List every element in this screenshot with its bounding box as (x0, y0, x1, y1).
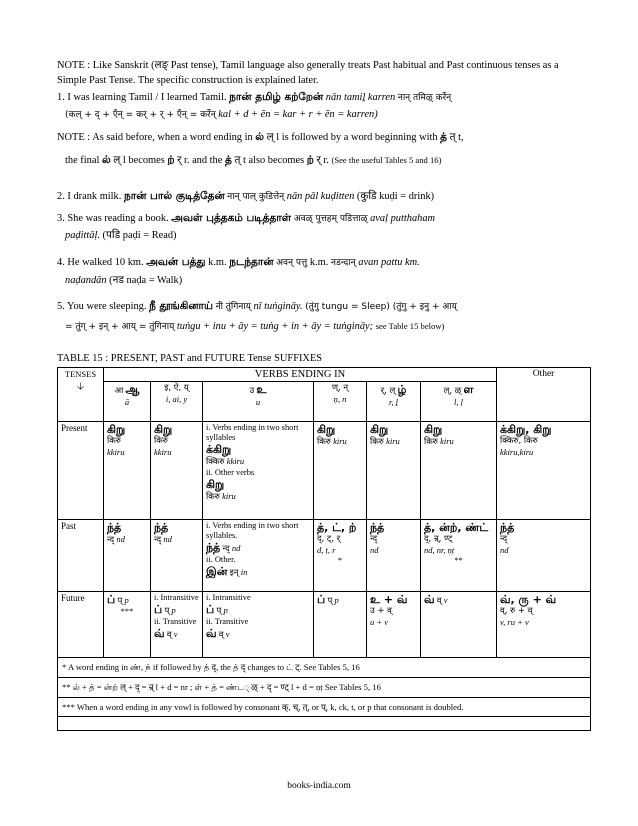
example-4 (57, 255, 587, 271)
transliteration: i, ai, y (165, 394, 188, 404)
tamil-letter: ல் (101, 154, 111, 166)
tamil-text: அவன் பத்து (146, 256, 206, 268)
tamil-text: க்கிறு (206, 443, 232, 456)
transliteration: ṇ, n (333, 394, 347, 404)
table-cell (151, 422, 203, 520)
cell-note: i. Verbs ending in two short syllables. (206, 521, 299, 540)
table-cell (151, 520, 203, 592)
tamil-text: க்கிறு, கிறு (500, 423, 552, 436)
tamil-text: கிறு (317, 423, 336, 436)
col-header-l-ll (421, 382, 497, 422)
tamil-letter: ற் (167, 154, 175, 166)
tamil-text: ழ் (397, 383, 407, 396)
note-paragraph (57, 58, 587, 88)
table-cell (104, 422, 151, 520)
table-cell (314, 520, 367, 592)
tamil-text: த், ன்ற், ண்ட் (424, 521, 489, 534)
transliteration: nd (116, 534, 125, 544)
table-cell (314, 592, 367, 658)
transliteration: nd, nr, ṇṭ (424, 545, 455, 555)
devanagari-text: आ (114, 386, 124, 396)
devanagari-text: ल्, ळ् (443, 386, 462, 396)
devanagari-text: प् (164, 606, 170, 616)
devanagari-text: किरु (107, 436, 121, 446)
transliteration: ā (124, 397, 130, 407)
gloss: (पडि paḍi = Read) (102, 230, 177, 241)
cell-note: i. Intransitive (206, 593, 251, 602)
table-cell (367, 520, 421, 592)
table-cell (104, 520, 151, 592)
devanagari-text: र्, ल् (380, 386, 396, 396)
table-caption: TABLE 15 : PRESENT, PAST and FUTURE Tense SUFFIXES (57, 353, 323, 364)
devanagari-derivation: (कल् + द् + एँन् = कर् + र् + एँन् = कर्रेन् (65, 110, 216, 120)
devanagari-derivation: = तुंग् + इन् + आय् = तुंगिनाय् (65, 322, 175, 332)
transliteration: p (171, 605, 176, 615)
tamil-letter: ற் (306, 154, 314, 166)
transliteration: naḍandān (65, 275, 107, 286)
example-1-derivation (57, 107, 595, 123)
table-cell (203, 422, 314, 520)
tamil-letter: ல் (255, 131, 264, 143)
tamil-text: நான் தமிழ் கற்றேன் (229, 91, 324, 103)
example-3-line2 (57, 228, 595, 243)
gloss: (नड naḍa = Walk) (109, 275, 183, 286)
example-sentence: 2. I drank milk. (57, 191, 122, 202)
devanagari-text: न्द् (107, 535, 115, 545)
tamil-text: கிறு (107, 423, 126, 436)
tamil-text: கிறு (206, 478, 225, 491)
devanagari-text: न्द् (222, 544, 230, 554)
tamil-text: ப் (317, 593, 326, 606)
transliteration: nd (370, 545, 379, 555)
devanagari-text: प् (117, 596, 123, 606)
tamil-text: உ (256, 383, 267, 396)
devanagari-text: प् (327, 596, 333, 606)
note-text: NOTE : As said before, when a word ending in (57, 132, 253, 143)
verbs-header: VERBS ENDING IN (104, 368, 497, 382)
table-cell (151, 592, 203, 658)
footnote-marker: ** (454, 556, 463, 565)
tamil-letter: த் (224, 154, 232, 166)
devanagari-text: नडन्दान् (330, 258, 356, 268)
table-cell (203, 592, 314, 658)
transliteration: u + v (370, 617, 389, 627)
table-cell (497, 592, 591, 658)
example-5 (57, 299, 587, 315)
devanagari-text: उ + व् (370, 606, 392, 616)
tamil-text: அவள் புத்தகம் படித்தாள் (171, 212, 292, 224)
table-cell (497, 422, 591, 520)
transliteration: kkiru,kiru (500, 447, 534, 457)
tamil-text: வ் (206, 627, 217, 640)
transliteration: v, ru + v (500, 617, 529, 627)
transliteration: p (334, 595, 339, 605)
tamil-text: ப் (154, 603, 163, 616)
transliteration: d, ṭ, r (317, 545, 336, 555)
devanagari-text: किरु (154, 436, 168, 446)
empty-cell (58, 717, 591, 731)
footnote-row-1 (58, 658, 591, 678)
footnote: ** ல் + த் = ன்ற் ल् + द् = न्र् l + d = nr ; ள் + த் = ண்ட् ळ् + द् = ण्ट् l + d = ṇṭ See Tables 5, 16 (58, 678, 591, 698)
table-cell (421, 422, 497, 520)
tamil-text: ப் (107, 593, 116, 606)
tamil-text: நீ தூங்கினாய் (149, 300, 213, 312)
table-cell (203, 520, 314, 592)
footnote: *** When a word ending in any vowl is followed by consonant क्, च्, त्, or प्, k, ck, t, or p that consonant is doubled. (58, 698, 591, 717)
transliteration: u (255, 397, 261, 407)
tamil-text: ந்த் (107, 521, 122, 534)
tamil-text: உ + வ் (370, 593, 408, 606)
col-header-u (203, 382, 314, 422)
tense-suffix-table (57, 367, 591, 731)
devanagari-text: अवळ् पुत्तहम् पडित्ताळ् (293, 214, 368, 224)
note-text: ल् l becomes (113, 155, 165, 166)
devanagari-text: व् (436, 596, 442, 606)
transliteration: p (124, 595, 129, 605)
devanagari-text: न्द् (154, 535, 162, 545)
tamil-text: வ், ரு + வ் (500, 593, 557, 606)
cell-note: ii. Other verbs (206, 468, 255, 477)
tamil-text: ப் (206, 603, 215, 616)
example-5-line2 (57, 319, 595, 335)
example-1 (57, 90, 587, 106)
transliteration: nd (500, 545, 509, 555)
devanagari-text: व् (218, 630, 224, 640)
transliteration: kiru (386, 436, 400, 446)
tamil-text: நடந்தான் (229, 256, 274, 268)
cell-note: ii. Transitive (154, 617, 197, 626)
note-sandhi (57, 130, 587, 145)
table-cell (314, 422, 367, 520)
table-cell (421, 592, 497, 658)
transliteration: paḍittāḷ. (65, 230, 100, 241)
transliteration: avaḷ putthaham (370, 213, 436, 224)
footnote: * A word ending in ண், ந் if followed by த் द्, the த் द् changes to ட் ट्. See Tables 5, 16 (58, 658, 591, 678)
col-header-aa (104, 382, 151, 422)
table-cell (421, 520, 497, 592)
cell-note: i. Verbs ending in two short syllables (206, 423, 299, 442)
transliteration: p (223, 605, 228, 615)
tamil-text: வ் (154, 627, 165, 640)
devanagari-text: द्, ट्, र् (317, 534, 341, 544)
table-reference: (See the useful Tables 5 and 16) (331, 155, 442, 165)
note-text: the final (65, 155, 100, 166)
transliteration: kkiru (154, 447, 172, 457)
devanagari-text: नी तुंगिनाय् (215, 302, 251, 312)
example-sentence: 3. She was reading a book. (57, 213, 169, 224)
gloss: (कुडि kuḍi = drink) (356, 191, 435, 202)
note-text: र् r. and the (177, 155, 223, 166)
down-arrow-icon: 🡣 (76, 381, 85, 392)
transliteration: kiru (333, 436, 347, 446)
col-header-i-ai-y (151, 382, 203, 422)
cell-note: ii. Other. (206, 555, 236, 564)
devanagari-text: किरु (317, 437, 331, 447)
table-row-future (58, 592, 591, 658)
example-4-line2 (57, 273, 595, 288)
devanagari-text: क्किरु (206, 457, 225, 467)
table-row-present (58, 422, 591, 520)
footnote-row-3 (58, 698, 591, 717)
table-cell (104, 592, 151, 658)
table-reference: see Table 15 below) (375, 321, 445, 331)
cell-note: i. Intransitive (154, 593, 199, 602)
header-row-1 (58, 368, 591, 382)
transliteration: nī tuṅgināy. (253, 301, 303, 312)
note-text: त् t, (449, 132, 464, 143)
transliteration: nān tamiḻ karren (325, 92, 396, 103)
transliteration: nd (231, 543, 241, 553)
devanagari-text: प् (216, 606, 222, 616)
transliteration: avan pattu km. (358, 257, 420, 268)
tamil-text: ந்த் (154, 521, 169, 534)
example-sentence: 4. He walked 10 km. (57, 257, 144, 268)
footnote-marker: * (337, 556, 343, 565)
devanagari-text: न्द् (370, 534, 378, 544)
col-header-r-zh (367, 382, 421, 422)
tamil-text: வ் (424, 593, 435, 606)
tenses-header (58, 368, 104, 422)
tamil-text: ந்த் (500, 521, 515, 534)
other-header: Other (497, 368, 591, 422)
note-text: र् r. (316, 155, 329, 166)
transliteration: l, ḷ (454, 397, 463, 407)
tamil-text: ள (463, 383, 474, 396)
tamil-text: கிறு (370, 423, 389, 436)
example-sentence: 5. You were sleeping. (57, 301, 147, 312)
gloss: (तुंगु tungu = Sleep) (तुंगु + इनु + आय् (305, 302, 457, 312)
devanagari-text: नान् पाल् कुडित्तेन् (227, 192, 285, 202)
footnote-marker: *** (120, 607, 134, 616)
page-footer: books-india.com (287, 781, 351, 791)
transliteration: kkiru (226, 456, 245, 466)
tamil-text: நான் பால் குடித்தேன் (123, 190, 225, 202)
table-cell (367, 422, 421, 520)
transliteration: in (240, 567, 248, 577)
transliteration: kiru (440, 436, 454, 446)
roman-derivation: kal + d + ĕn = kar + r + ĕn = karren) (218, 109, 378, 120)
devanagari-text: उ (249, 386, 255, 396)
devanagari-text: न्द् (500, 534, 508, 544)
transliteration: kiru (222, 491, 236, 501)
devanagari-text: किरु (206, 492, 220, 502)
devanagari-text: नान् तमिऴ् कर्रेन् (397, 93, 452, 103)
tamil-text: ந்த் (370, 521, 385, 534)
transliteration: nān pāl kuḍitten (286, 191, 355, 202)
example-sentence: 1. I was learning Tamil / I learned Tamil. (57, 92, 227, 103)
example-2 (57, 189, 587, 205)
transliteration: r, ḻ (389, 397, 398, 407)
tamil-text: த், ட், ற் (317, 521, 357, 534)
transliteration: v (173, 629, 178, 639)
devanagari-text: द्, न्र्, ण्ट् (424, 534, 453, 544)
devanagari-text: ण्, न् (331, 383, 349, 393)
tamil-text: கிறு (424, 423, 443, 436)
roman-derivation: tuṅgu + inu + āy = tuṅg + in + āy = tuṅgināy; (176, 321, 374, 332)
tamil-text: கிறு (154, 423, 173, 436)
devanagari-text: व् (166, 630, 172, 640)
unit-text: k.m. (309, 257, 329, 268)
transliteration: kkiru (107, 447, 125, 457)
tamil-text: ந்த் (206, 541, 221, 554)
note-text: त् t also becomes (234, 155, 305, 166)
tenses-label: TENSES (64, 369, 97, 379)
tamil-text: ஆ (125, 383, 140, 396)
devanagari-text: इ, ऐ, य् (164, 383, 189, 393)
transliteration: v (225, 629, 230, 639)
col-header-n (314, 382, 367, 422)
example-3 (57, 211, 587, 227)
devanagari-text: इन् (229, 568, 239, 578)
transliteration: v (443, 595, 448, 605)
tamil-text: இன் (206, 565, 228, 578)
transliteration: nd (163, 534, 172, 544)
tamil-letter: த் (440, 131, 448, 143)
note-sandhi-line2 (57, 153, 595, 168)
table-row-past (58, 520, 591, 592)
empty-row (58, 717, 591, 731)
unit-text: k.m. (208, 257, 227, 268)
devanagari-text: अवन् पत्तु (276, 258, 308, 268)
cell-note: ii. Transitive (206, 617, 249, 626)
row-label: Present (58, 422, 104, 520)
table-cell (497, 520, 591, 592)
devanagari-text: व्, रु + व् (500, 606, 533, 616)
note-text: ल् l is followed by a word beginning with (266, 132, 438, 143)
devanagari-text: किरु (424, 437, 438, 447)
devanagari-text: किरु (370, 437, 384, 447)
note-text: NOTE : Like Sanskrit (लङ् Past tense), Tamil language also generally treats Past habitual and Past continuous tenses as a Simple Past Tense. The specific construction is explained later. (57, 60, 559, 86)
row-label: Future (58, 592, 104, 658)
footnote-row-2 (58, 678, 591, 698)
row-label: Past (58, 520, 104, 592)
table-cell (367, 592, 421, 658)
devanagari-text: क्किरु, किरु (500, 436, 538, 446)
